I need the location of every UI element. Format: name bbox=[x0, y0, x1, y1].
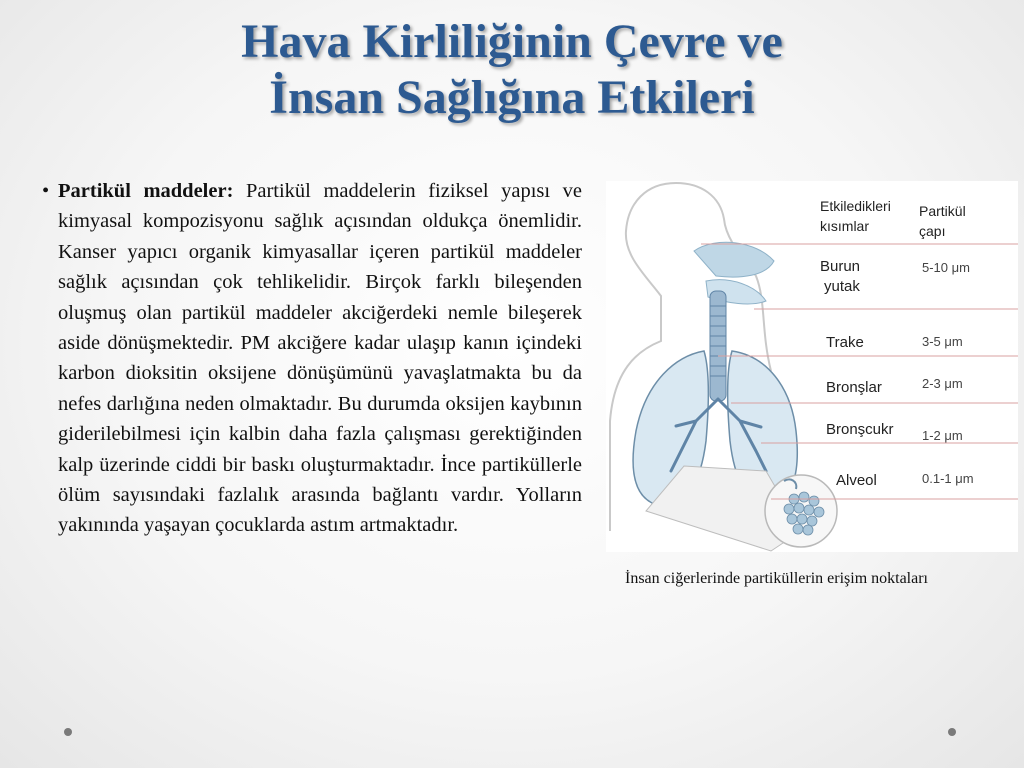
body-paragraph bbox=[42, 176, 582, 541]
row-trachea-size: 3-5 μm bbox=[922, 334, 963, 349]
row-bronchi-size: 2-3 μm bbox=[922, 376, 963, 391]
row-bronchioles-label: Bronşcukr bbox=[826, 421, 894, 438]
row-alveoli-label: Alveol bbox=[836, 472, 877, 489]
body-text: Partikül maddelerin fiziksel yapısı ve kimyasal kompozisyonu sağlık açısından oldukça önemlidir. Kanser yapıcı organik kimyasallar içeren partikül maddeler sağlık açısından çok tehlikelidir. Birçok farklı bileşenden oluşmuş olan partikül maddeler akciğerdeki nemle bileşerek aside dönüşmektedir. PM akciğere kadar ulaşıp kanın içindeki karbon dioksitin oksijene dönüşümünü yavaşlatmakta bu da nefes darlığına neden olmaktadır. Bu durumda oksijen kaybının giderilebilmesi için kalbin daha fazla çalışması gerektiğinden kalp üzerinde ciddi bir baskı oluşturmaktadır. İnce partiküllerle ölüm sayısındaki fazlalık arasında bağlantı vardır. Yolların yakınında yaşayan çocuklarda astım artmaktadır. bbox=[58, 180, 582, 537]
row-trachea-label: Trake bbox=[826, 334, 864, 351]
decor-dot-right bbox=[948, 728, 956, 736]
bullet-icon: • bbox=[42, 180, 50, 202]
respiratory-diagram bbox=[606, 181, 1018, 552]
row-nose-label-1: Burun bbox=[820, 258, 861, 275]
header-size-line-1: Partikül bbox=[919, 203, 966, 219]
decor-dot-left bbox=[64, 728, 72, 736]
row-nose-label-2: yutak bbox=[824, 278, 860, 295]
row-bronchioles-size: 1-2 μm bbox=[922, 428, 963, 443]
figure-caption: İnsan ciğerlerinde partiküllerin erişim noktaları bbox=[625, 570, 928, 587]
header-parts-line-2: kısımlar bbox=[820, 218, 869, 234]
title-line-2: İnsan Sağlığına Etkileri bbox=[269, 71, 755, 124]
header-size-line-2: çapı bbox=[919, 223, 946, 239]
title-line-1: Hava Kirliliğinin Çevre ve bbox=[241, 15, 783, 68]
row-alveoli-size: 0.1-1 μm bbox=[922, 471, 974, 486]
body-bold-label: Partikül maddeler: bbox=[58, 180, 234, 202]
row-nose-size: 5-10 μm bbox=[922, 260, 970, 275]
slide-title bbox=[40, 14, 984, 126]
header-parts-line-1: Etkiledikleri bbox=[820, 198, 891, 214]
nasal-cavity bbox=[694, 242, 774, 277]
row-bronchi-label: Bronşlar bbox=[826, 379, 882, 396]
